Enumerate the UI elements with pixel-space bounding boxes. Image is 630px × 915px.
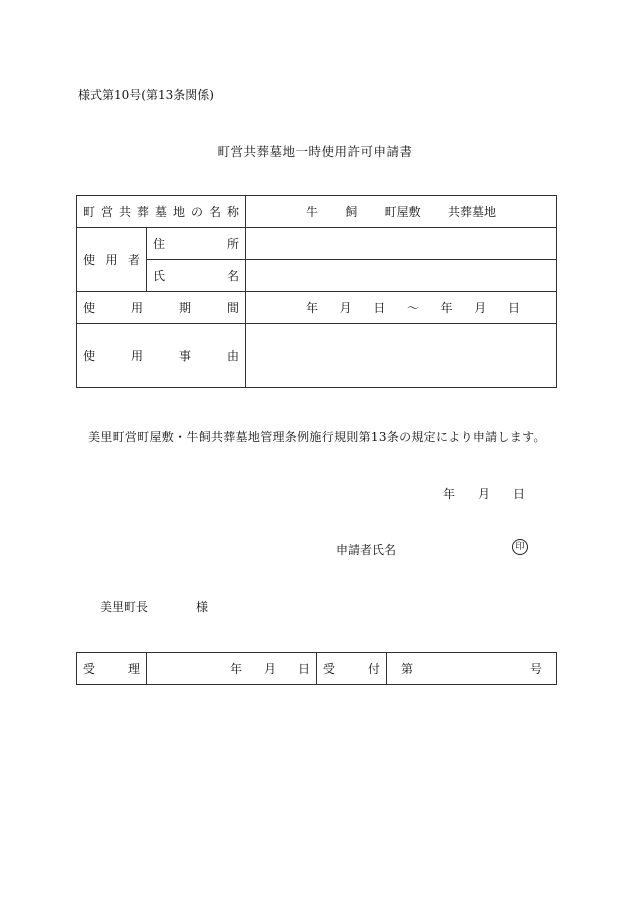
address-label: 住 所 xyxy=(147,228,246,260)
receipt-number[interactable]: 第 号 xyxy=(387,653,557,685)
reason-row xyxy=(77,324,557,388)
addressee: 美里町長 xyxy=(100,600,149,614)
address-field[interactable] xyxy=(246,228,557,260)
applicant-name-label: 申請者氏名 xyxy=(336,543,397,557)
application-date[interactable]: 年 月 日 xyxy=(443,487,525,501)
form-number: 様式第10号(第13条関係) xyxy=(78,88,214,102)
received-date[interactable]: 年 月 日 xyxy=(147,653,317,685)
name-field[interactable] xyxy=(246,260,557,292)
name-row xyxy=(77,260,557,292)
address-row xyxy=(77,228,557,260)
accepted-label: 受 付 xyxy=(317,653,387,685)
seal-icon: 印 xyxy=(512,539,528,555)
honorific: 様 xyxy=(196,600,209,614)
application-statement: 美里町営町屋敷・牛飼共葬墓地管理条例施行規則第13条の規定により申請します。 xyxy=(88,430,546,444)
plot-name-label: 町 営 共 葬 墓 地 の 名 称 xyxy=(77,196,246,228)
period-row xyxy=(77,292,557,324)
period-label: 使 用 期 間 xyxy=(77,292,246,324)
application-table xyxy=(76,195,557,388)
received-label: 受 理 xyxy=(77,653,147,685)
name-label: 氏 名 xyxy=(147,260,246,292)
reason-field[interactable] xyxy=(246,324,557,388)
document-title: 町営共葬墓地一時使用許可申請書 xyxy=(217,144,413,159)
reason-label: 使 用 事 由 xyxy=(77,324,246,388)
plot-name-row xyxy=(77,196,557,228)
period-field[interactable]: 年 月 日 〜 年 月 日 xyxy=(246,292,557,324)
receipt-row xyxy=(77,653,557,685)
user-label: 使 用 者 xyxy=(77,228,147,292)
receipt-table xyxy=(76,652,557,685)
plot-name-value: 牛 飼 町屋敷 共葬墓地 xyxy=(246,196,557,228)
